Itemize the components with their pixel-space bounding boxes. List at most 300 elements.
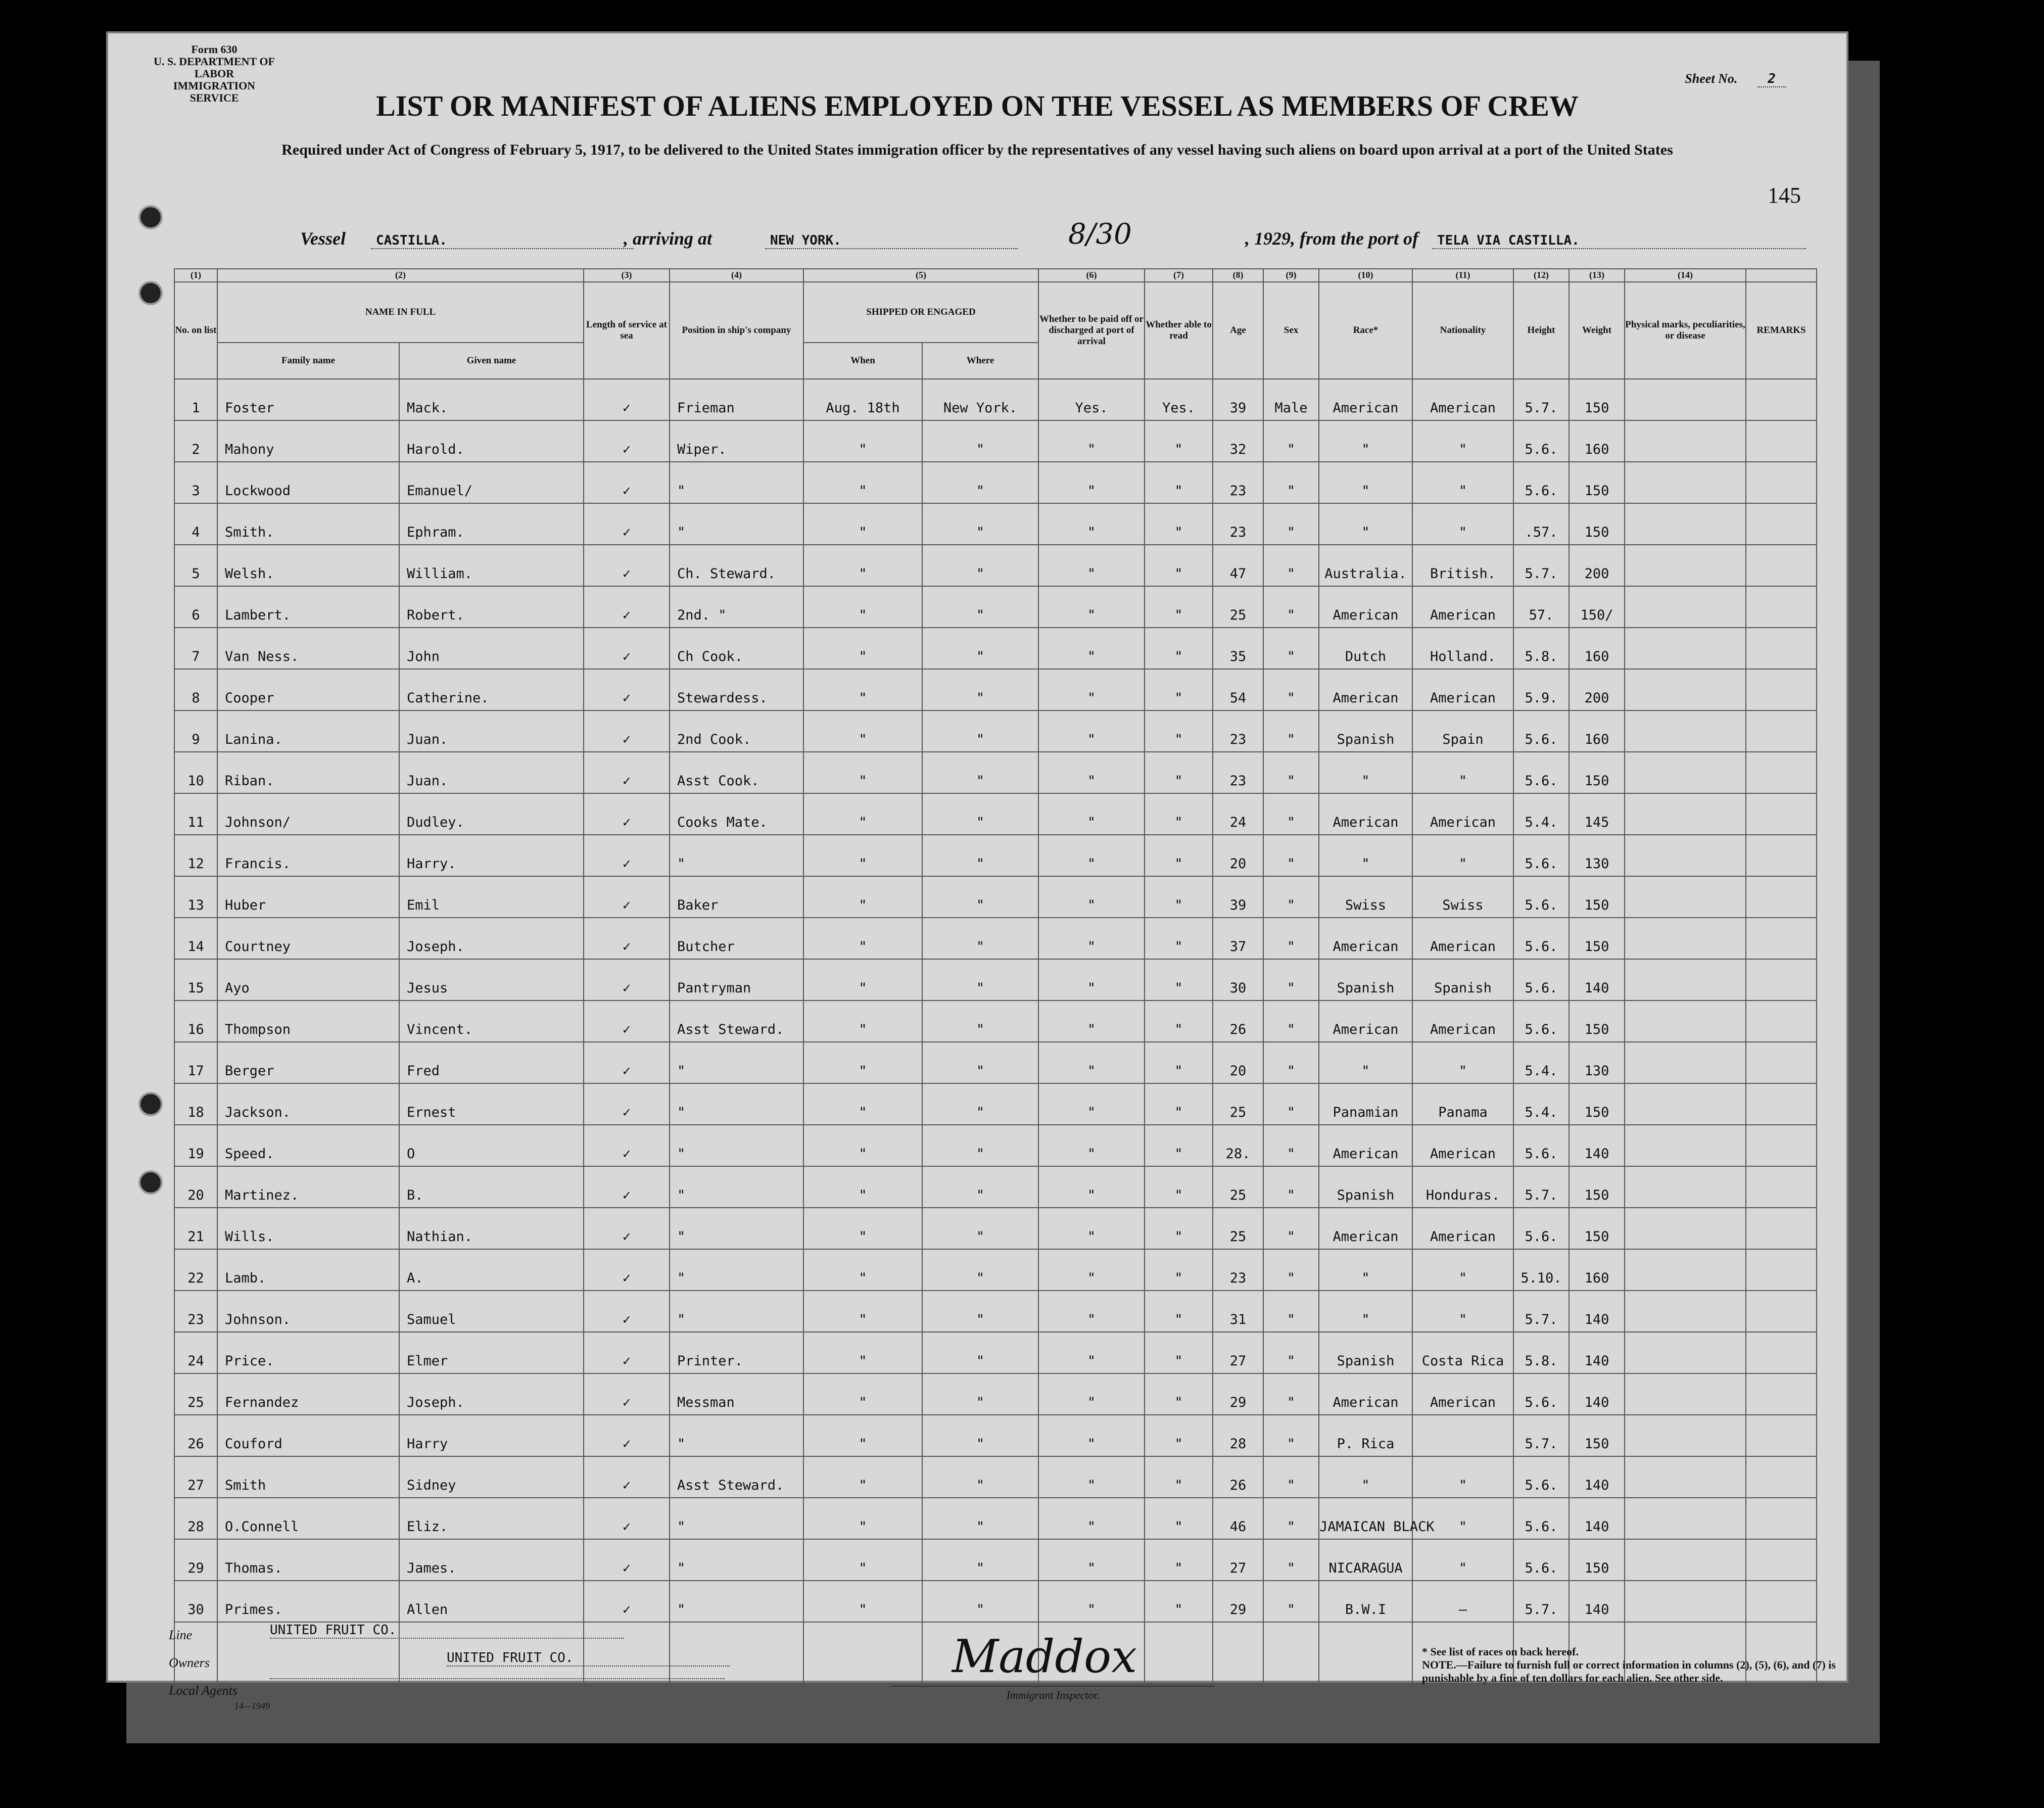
cell-remarks [1746,1581,1817,1622]
cell-row-number: 6 [174,586,217,628]
cell-shipped-when: " [803,1415,922,1456]
cell-sex: " [1263,628,1319,669]
cell-nationality: " [1412,1498,1513,1539]
cell-age: 35 [1213,628,1263,669]
cell-sex: " [1263,420,1319,462]
table-row [174,1208,1817,1249]
cell-shipped-where: " [922,545,1038,586]
cell-service-check: ✓ [584,793,670,835]
cell-race: " [1319,1291,1412,1332]
cell-shipped-where: " [922,959,1038,1001]
table-row [174,793,1817,835]
cell-service-check: ✓ [584,628,670,669]
cell-race: American [1319,586,1412,628]
cell-weight: 160 [1569,420,1625,462]
vessel-name: CASTILLA. [371,233,634,249]
cell-given-name: Emanuel/ [399,462,584,503]
cell-nationality: American [1412,669,1513,710]
cell-remarks [1746,586,1817,628]
arrival-year: , 1929 [1245,228,1291,249]
cell-position: " [670,1042,803,1083]
cell-given-name: Mack. [399,379,584,420]
cell-shipped-when: " [803,669,922,710]
binder-hole [138,205,163,229]
cell-position: " [670,1539,803,1581]
table-row [174,586,1817,628]
cell-race: " [1319,503,1412,545]
cell-physical-marks [1625,669,1746,710]
col-shipped: SHIPPED OR ENGAGED [803,282,1038,343]
table-row [174,710,1817,752]
cell-physical-marks [1625,959,1746,1001]
cell-shipped-where: " [922,586,1038,628]
cell-nationality: " [1412,1249,1513,1291]
cell-position: Stewardess. [670,669,803,710]
cell-nationality: American [1412,793,1513,835]
cell-sex: " [1263,835,1319,876]
cell-remarks [1746,793,1817,835]
cell-position: " [670,1291,803,1332]
cell-height: 5.9. [1513,669,1569,710]
cell-paid-off: " [1038,1373,1145,1415]
cell-shipped-where: " [922,1125,1038,1166]
cell-remarks [1746,1249,1817,1291]
page-title: LIST OR MANIFEST OF ALIENS EMPLOYED ON THE VESSEL AS MEMBERS OF CREW [376,89,1579,122]
cell-family-name: Speed. [217,1125,399,1166]
cell-remarks [1746,669,1817,710]
cell-row-number: 26 [174,1415,217,1456]
cell-service-check: ✓ [584,503,670,545]
cell-race: Swiss [1319,876,1412,918]
cell-paid-off: " [1038,586,1145,628]
cell-height: 5.6. [1513,918,1569,959]
cell-nationality: Panama [1412,1083,1513,1125]
cell-given-name: Ephram. [399,503,584,545]
cell-shipped-where: " [922,503,1038,545]
cell-sex: " [1263,1042,1319,1083]
cell-height: 5.6. [1513,1001,1569,1042]
cell-row-number: 17 [174,1042,217,1083]
cell-family-name: Thompson [217,1001,399,1042]
cell-physical-marks [1625,462,1746,503]
cell-row-number: 16 [174,1001,217,1042]
cell-sex: " [1263,1539,1319,1581]
cell-physical-marks [1625,1042,1746,1083]
cell-sex: " [1263,752,1319,793]
table-row [174,545,1817,586]
cell-age: 32 [1213,420,1263,462]
cell-service-check: ✓ [584,1373,670,1415]
cell-family-name: Lamb. [217,1249,399,1291]
cell-weight: 140 [1569,1291,1625,1332]
cell-weight: 200 [1569,669,1625,710]
cell-shipped-when: " [803,1456,922,1498]
cell-given-name: Harry [399,1415,584,1456]
cell-service-check: ✓ [584,1083,670,1125]
cell-service-check: ✓ [584,1332,670,1373]
cell-weight: 150 [1569,918,1625,959]
cell-able-to-read: " [1145,835,1213,876]
cell-height: 5.7. [1513,1415,1569,1456]
cell-sex: " [1263,1208,1319,1249]
cell-remarks [1746,1083,1817,1125]
cell-height: 5.6. [1513,876,1569,918]
cell-race: " [1319,752,1412,793]
cell-able-to-read: Yes. [1145,379,1213,420]
cell-age: 23 [1213,1249,1263,1291]
cell-row-number: 22 [174,1249,217,1291]
cell-physical-marks [1625,503,1746,545]
cell-weight: 140 [1569,1581,1625,1622]
cell-shipped-when: " [803,628,922,669]
cell-remarks [1746,379,1817,420]
crew-rows [174,379,1817,1703]
col-height: Height [1513,282,1569,379]
cell-service-check: ✓ [584,752,670,793]
cell-given-name: Harry. [399,835,584,876]
cell-age: 28. [1213,1125,1263,1166]
cell-paid-off: " [1038,1001,1145,1042]
col-paid-off: Whether to be paid off or discharged at port of arrival [1038,282,1145,379]
vessel-label: Vessel [300,228,346,249]
cell-physical-marks [1625,1456,1746,1498]
cell-given-name: Jesus [399,959,584,1001]
cell-remarks [1746,1498,1817,1539]
cell-race: Dutch [1319,628,1412,669]
cell-given-name: Allen [399,1581,584,1622]
table-row [174,1581,1817,1622]
table-row [174,503,1817,545]
blank-cell [1213,1622,1263,1703]
cell-sex: " [1263,1373,1319,1415]
cell-able-to-read: " [1145,1083,1213,1125]
cell-shipped-where: " [922,1498,1038,1539]
cell-paid-off: " [1038,545,1145,586]
cell-remarks [1746,876,1817,918]
cell-family-name: Jackson. [217,1083,399,1125]
cell-family-name: Courtney [217,918,399,959]
col-length-service: Length of service at sea [584,282,670,379]
cell-shipped-where: " [922,1083,1038,1125]
cell-able-to-read: " [1145,1456,1213,1498]
arriving-label: , arriving at [624,228,712,249]
cell-row-number: 29 [174,1539,217,1581]
cell-height: 5.8. [1513,628,1569,669]
cell-paid-off: " [1038,793,1145,835]
cell-shipped-where: " [922,1042,1038,1083]
cell-height: 5.8. [1513,1332,1569,1373]
cell-family-name: Couford [217,1415,399,1456]
table-row [174,379,1817,420]
owners-label: Owners [169,1655,210,1670]
cell-physical-marks [1625,1001,1746,1042]
cell-able-to-read: " [1145,1415,1213,1456]
line-value: UNITED FRUIT CO. [270,1623,624,1639]
cell-paid-off: " [1038,835,1145,876]
cell-able-to-read: " [1145,545,1213,586]
table-row [174,420,1817,462]
cell-able-to-read: " [1145,752,1213,793]
owners-value: UNITED FRUIT CO. [447,1650,730,1667]
col-read: Whether able to read [1145,282,1213,379]
cell-weight: 145 [1569,793,1625,835]
cell-position: " [670,1125,803,1166]
cell-race: American [1319,918,1412,959]
cell-row-number: 24 [174,1332,217,1373]
cell-age: 25 [1213,1083,1263,1125]
cell-nationality: British. [1412,545,1513,586]
cell-nationality: Swiss [1412,876,1513,918]
cell-weight: 150 [1569,1001,1625,1042]
cell-sex: " [1263,1125,1319,1166]
cell-race: Panamian [1319,1083,1412,1125]
cell-service-check: ✓ [584,710,670,752]
cell-race: American [1319,1125,1412,1166]
cell-race: American [1319,1001,1412,1042]
cell-sex: Male [1263,379,1319,420]
cell-able-to-read: " [1145,503,1213,545]
col-where: Where [922,343,1038,379]
col-family-name: Family name [217,343,399,379]
cell-able-to-read: " [1145,1332,1213,1373]
cell-remarks [1746,545,1817,586]
cell-shipped-when: " [803,835,922,876]
cell-weight: 150 [1569,876,1625,918]
cell-row-number: 28 [174,1498,217,1539]
cell-physical-marks [1625,545,1746,586]
cell-remarks [1746,1001,1817,1042]
cell-position: " [670,1498,803,1539]
cell-paid-off: " [1038,1415,1145,1456]
cell-family-name: Welsh. [217,545,399,586]
cell-family-name: Johnson/ [217,793,399,835]
cell-height: 5.6. [1513,959,1569,1001]
cell-shipped-when: " [803,1249,922,1291]
table-row [174,1539,1817,1581]
cell-position: 2nd Cook. [670,710,803,752]
cell-service-check: ✓ [584,1539,670,1581]
cell-able-to-read: " [1145,586,1213,628]
cell-weight: 200 [1569,545,1625,586]
cell-given-name: John [399,628,584,669]
cell-weight: 150/ [1569,586,1625,628]
cell-able-to-read: " [1145,1001,1213,1042]
footnote: * See list of races on back hereof. NOTE.—Failure to furnish full or correct information in columns (2), (5), (6), and (7) is punishable by a fine of ten dollars for each alien. See other side. [1422,1645,1836,1684]
table-row [174,752,1817,793]
line-label: Line [169,1628,193,1642]
cell-service-check: ✓ [584,1291,670,1332]
cell-race: American [1319,1208,1412,1249]
cell-nationality: " [1412,1291,1513,1332]
cell-height: 5.7. [1513,379,1569,420]
cell-able-to-read: " [1145,1249,1213,1291]
cell-row-number: 12 [174,835,217,876]
cell-position: Ch Cook. [670,628,803,669]
cell-nationality: American [1412,379,1513,420]
cell-service-check: ✓ [584,420,670,462]
cell-age: 27 [1213,1332,1263,1373]
cell-sex: " [1263,793,1319,835]
arrival-port: NEW YORK. [765,233,1018,249]
cell-shipped-where: " [922,628,1038,669]
column-number-row: (1) (2) (3) (4) (5) (6) (7) (8) (9) (10) (11) (12) (13) (14) [174,269,1817,282]
cell-shipped-where: " [922,420,1038,462]
cell-physical-marks [1625,1166,1746,1208]
cell-nationality: Costa Rica [1412,1332,1513,1373]
cell-remarks [1746,1539,1817,1581]
cell-remarks [1746,503,1817,545]
cell-given-name: Dudley. [399,793,584,835]
cell-age: 39 [1213,876,1263,918]
cell-nationality: Spain [1412,710,1513,752]
cell-age: 26 [1213,1001,1263,1042]
cell-position: Pantryman [670,959,803,1001]
cell-paid-off: " [1038,1166,1145,1208]
cell-physical-marks [1625,793,1746,835]
cell-shipped-when: " [803,545,922,586]
cell-nationality: " [1412,462,1513,503]
cell-shipped-where: " [922,1415,1038,1456]
table-row [174,1166,1817,1208]
cell-nationality: Honduras. [1412,1166,1513,1208]
cell-shipped-where: " [922,876,1038,918]
cell-nationality: " [1412,420,1513,462]
cell-position: Frieman [670,379,803,420]
cell-nationality: " [1412,1539,1513,1581]
cell-paid-off: " [1038,1539,1145,1581]
cell-able-to-read: " [1145,669,1213,710]
cell-physical-marks [1625,752,1746,793]
cell-race: Spanish [1319,710,1412,752]
cell-shipped-where: " [922,462,1038,503]
cell-row-number: 18 [174,1083,217,1125]
cell-shipped-when: " [803,1581,922,1622]
cell-physical-marks [1625,1332,1746,1373]
cell-family-name: Riban. [217,752,399,793]
cell-service-check: ✓ [584,1581,670,1622]
sheet-number: Sheet No. 2 [1685,71,1786,86]
cell-weight: 140 [1569,1125,1625,1166]
cell-service-check: ✓ [584,876,670,918]
cell-row-number: 7 [174,628,217,669]
cell-age: 23 [1213,752,1263,793]
cell-able-to-read: " [1145,959,1213,1001]
cell-race: " [1319,1042,1412,1083]
cell-physical-marks [1625,1581,1746,1622]
cell-weight: 150 [1569,1083,1625,1125]
cell-height: 5.6. [1513,835,1569,876]
col-position: Position in ship's company [670,282,803,379]
arrival-date: 8/30 [1068,218,1132,251]
cell-weight: 140 [1569,959,1625,1001]
cell-height: 5.6. [1513,462,1569,503]
cell-race: " [1319,835,1412,876]
cell-nationality [1412,1415,1513,1456]
cell-shipped-where: " [922,918,1038,959]
cell-shipped-when: " [803,1498,922,1539]
cell-shipped-when: " [803,462,922,503]
cell-weight: 140 [1569,1498,1625,1539]
cell-row-number: 5 [174,545,217,586]
cell-shipped-when: " [803,586,922,628]
cell-race: " [1319,1456,1412,1498]
cell-physical-marks [1625,1373,1746,1415]
cell-race: American [1319,379,1412,420]
cell-height: 5.10. [1513,1249,1569,1291]
cell-remarks [1746,1291,1817,1332]
cell-sex: " [1263,1083,1319,1125]
cell-sex: " [1263,462,1319,503]
cell-weight: 130 [1569,1042,1625,1083]
cell-nationality: — [1412,1581,1513,1622]
cell-sex: " [1263,1291,1319,1332]
cell-age: 31 [1213,1291,1263,1332]
cell-row-number: 21 [174,1208,217,1249]
cell-shipped-when: " [803,1042,922,1083]
cell-family-name: Lockwood [217,462,399,503]
cell-race: American [1319,793,1412,835]
cell-age: 37 [1213,918,1263,959]
cell-paid-off: " [1038,669,1145,710]
table-row [174,462,1817,503]
cell-weight: 150 [1569,752,1625,793]
cell-family-name: O.Connell [217,1498,399,1539]
col-weight: Weight [1569,282,1625,379]
cell-position: 2nd. " [670,586,803,628]
cell-given-name: Vincent. [399,1001,584,1042]
cell-position: " [670,462,803,503]
cell-service-check: ✓ [584,1125,670,1166]
cell-remarks [1746,1456,1817,1498]
cell-remarks [1746,918,1817,959]
cell-paid-off: " [1038,420,1145,462]
cell-given-name: Elmer [399,1332,584,1373]
cell-service-check: ✓ [584,1415,670,1456]
cell-shipped-when: " [803,752,922,793]
cell-row-number: 1 [174,379,217,420]
cell-shipped-when: " [803,1291,922,1332]
table-row [174,1291,1817,1332]
cell-able-to-read: " [1145,793,1213,835]
cell-weight: 140 [1569,1373,1625,1415]
cell-nationality: Holland. [1412,628,1513,669]
cell-age: 25 [1213,1208,1263,1249]
cell-shipped-where: " [922,1456,1038,1498]
cell-family-name: Martinez. [217,1166,399,1208]
cell-age: 20 [1213,1042,1263,1083]
cell-shipped-where: " [922,1001,1038,1042]
cell-age: 26 [1213,1456,1263,1498]
cell-row-number: 4 [174,503,217,545]
cell-shipped-where: " [922,835,1038,876]
cell-shipped-when: " [803,710,922,752]
table-row [174,876,1817,918]
cell-row-number: 9 [174,710,217,752]
cell-service-check: ✓ [584,669,670,710]
cell-given-name: Catherine. [399,669,584,710]
cell-physical-marks [1625,420,1746,462]
cell-weight: 150 [1569,1166,1625,1208]
cell-remarks [1746,752,1817,793]
binder-hole [138,1092,163,1116]
cell-row-number: 3 [174,462,217,503]
cell-given-name: James. [399,1539,584,1581]
cell-able-to-read: " [1145,1042,1213,1083]
cell-remarks [1746,1373,1817,1415]
cell-remarks [1746,420,1817,462]
cell-age: 39 [1213,379,1263,420]
col-age: Age [1213,282,1263,379]
